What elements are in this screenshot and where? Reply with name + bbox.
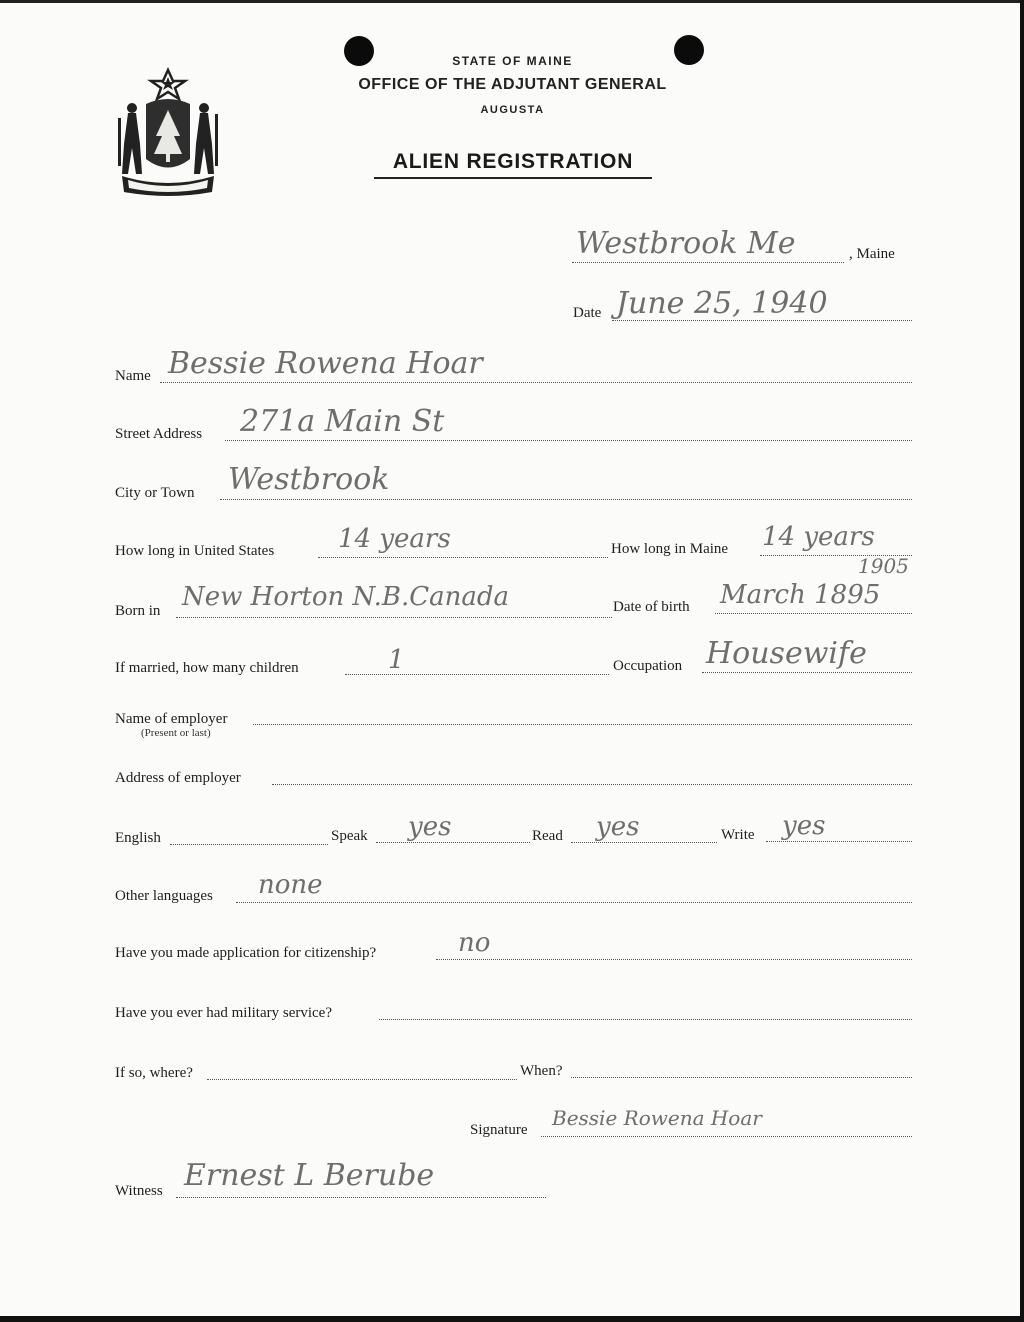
when-label: When? bbox=[520, 1063, 563, 1079]
military-line bbox=[379, 1019, 912, 1020]
other-languages-value: none bbox=[258, 870, 323, 900]
employer-address-label: Address of employer bbox=[115, 770, 241, 786]
street-value: 271a Main St bbox=[240, 404, 445, 439]
signature-line bbox=[541, 1136, 912, 1137]
other-languages-label: Other languages bbox=[115, 888, 213, 904]
witness-value: Ernest L Berube bbox=[184, 1158, 435, 1193]
dob-label: Date of birth bbox=[613, 599, 690, 615]
employer-name-line bbox=[253, 724, 912, 725]
english-line bbox=[170, 844, 328, 845]
witness-label: Witness bbox=[115, 1183, 163, 1199]
occupation-label: Occupation bbox=[613, 658, 683, 674]
date-label: Date bbox=[573, 305, 602, 321]
when-line bbox=[571, 1077, 912, 1078]
maine-years-label: How long in Maine bbox=[611, 541, 729, 557]
form-title: ALIEN REGISTRATION bbox=[392, 150, 634, 173]
name-value: Bessie Rowena Hoar bbox=[168, 346, 483, 381]
born-in-value: New Horton N.B.Canada bbox=[182, 582, 510, 612]
dob-correction-value: 1905 bbox=[858, 554, 909, 578]
employer-name-note: (Present or last) bbox=[141, 727, 211, 739]
scan-edge-right bbox=[1020, 0, 1024, 1322]
read-label: Read bbox=[532, 828, 563, 844]
us-years-label: How long in United States bbox=[115, 543, 275, 559]
citizenship-line bbox=[436, 959, 912, 960]
occupation-value: Housewife bbox=[706, 636, 867, 671]
military-label: Have you ever had military service? bbox=[115, 1005, 332, 1021]
signature-label: Signature bbox=[470, 1122, 528, 1138]
name-label: Name bbox=[115, 368, 151, 384]
header-office: OFFICE OF THE ADJUTANT GENERAL bbox=[358, 76, 667, 93]
city-label: City or Town bbox=[115, 485, 195, 501]
us-years-line bbox=[318, 557, 608, 558]
dob-value: March 1895 bbox=[720, 580, 881, 610]
other-languages-line bbox=[236, 902, 912, 903]
name-line bbox=[160, 382, 912, 383]
read-line bbox=[571, 842, 717, 843]
children-line bbox=[345, 674, 609, 675]
write-label: Write bbox=[721, 827, 755, 843]
born-in-label: Born in bbox=[115, 603, 161, 619]
where-line bbox=[207, 1079, 517, 1080]
english-label: English bbox=[115, 830, 161, 846]
street-label: Street Address bbox=[115, 426, 203, 442]
write-line bbox=[766, 841, 912, 842]
write-value: yes bbox=[782, 811, 826, 841]
us-years-value: 14 years bbox=[338, 524, 451, 554]
children-value: 1 bbox=[388, 645, 405, 675]
speak-value: yes bbox=[408, 812, 452, 842]
citizenship-label: Have you made application for citizenship? bbox=[115, 945, 377, 961]
occupation-line bbox=[702, 672, 912, 673]
header-city: AUGUSTA bbox=[480, 104, 545, 116]
city-value: Westbrook bbox=[228, 462, 390, 497]
citizenship-value: no bbox=[458, 928, 491, 958]
children-label: If married, how many children bbox=[115, 660, 299, 676]
speak-label: Speak bbox=[331, 828, 368, 844]
town-line bbox=[572, 262, 844, 263]
dob-line bbox=[715, 613, 912, 614]
witness-line bbox=[176, 1197, 546, 1198]
where-label: If so, where? bbox=[115, 1065, 193, 1081]
city-line bbox=[220, 499, 912, 500]
employer-address-line bbox=[272, 784, 912, 785]
maine-suffix-label: , Maine bbox=[849, 246, 895, 262]
date-value: June 25, 1940 bbox=[616, 286, 828, 321]
employer-name-label: Name of employer bbox=[115, 711, 228, 727]
scan-edge-bottom bbox=[0, 1316, 1024, 1322]
speak-line bbox=[376, 842, 530, 843]
born-in-line bbox=[176, 617, 612, 618]
signature-value: Bessie Rowena Hoar bbox=[552, 1106, 762, 1130]
read-value: yes bbox=[596, 812, 640, 842]
maine-state-seal-icon bbox=[112, 64, 224, 196]
scan-edge-top bbox=[0, 0, 1024, 3]
street-line bbox=[225, 440, 912, 441]
town-value: Westbrook Me bbox=[576, 226, 796, 261]
title-underline bbox=[374, 177, 652, 179]
maine-years-value: 14 years bbox=[762, 522, 875, 552]
header-state: STATE OF MAINE bbox=[452, 54, 573, 68]
